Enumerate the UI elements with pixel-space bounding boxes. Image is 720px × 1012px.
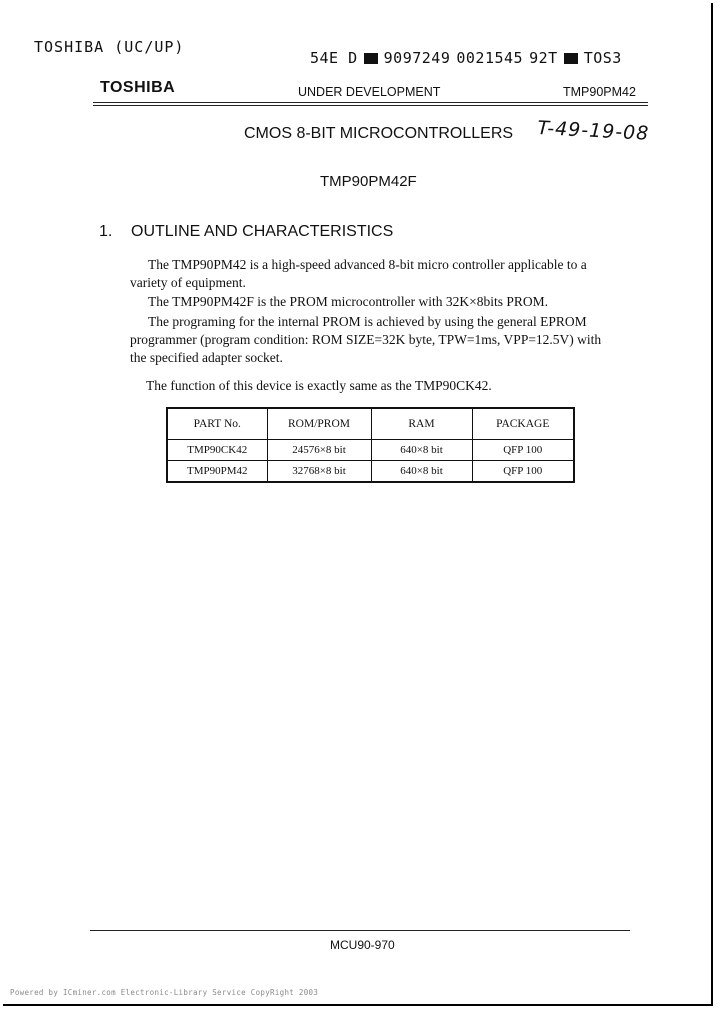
redaction-block-1 bbox=[364, 53, 378, 64]
paragraph-line: the specified adapter socket. bbox=[130, 350, 283, 365]
paragraph-overview bbox=[130, 256, 642, 292]
table-header-cell: PACKAGE bbox=[472, 408, 574, 440]
paragraph-line: variety of equipment. bbox=[130, 275, 246, 290]
header-rule-top bbox=[93, 102, 648, 103]
paragraph-equivalence bbox=[146, 377, 492, 395]
page-border bbox=[3, 3, 713, 1006]
footer-rule bbox=[90, 930, 630, 931]
table-header-row bbox=[167, 408, 574, 440]
paragraph-line: The TMP90PM42 is a high-speed advanced 8-bit micro controller applicable to a bbox=[148, 257, 587, 272]
table-cell: TMP90CK42 bbox=[167, 440, 267, 461]
stamp-code-3: 92T bbox=[529, 49, 558, 67]
catalog-code-stamp bbox=[310, 49, 622, 67]
paragraph-prom bbox=[130, 293, 642, 311]
footer-page-code: MCU90-970 bbox=[330, 938, 395, 952]
paragraph-line: The programing for the internal PROM is achieved by using the general EPROM bbox=[148, 314, 587, 329]
header-status: UNDER DEVELOPMENT bbox=[298, 85, 441, 99]
table-cell: TMP90PM42 bbox=[167, 461, 267, 483]
section-title: OUTLINE AND CHARACTERISTICS bbox=[131, 223, 394, 240]
table-cell: QFP 100 bbox=[472, 461, 574, 483]
paragraph-line: programmer (program condition: ROM SIZE=32K byte, TPW=1ms, VPP=12.5V) with bbox=[130, 332, 602, 347]
section-number: 1. bbox=[99, 223, 113, 240]
stamp-code-2: 0021545 bbox=[456, 49, 524, 67]
table-cell: 24576×8 bit bbox=[267, 440, 371, 461]
document-part-number: TMP90PM42F bbox=[320, 173, 417, 190]
handwritten-note: T-49-19-08 bbox=[536, 117, 650, 145]
archive-stamp: TOSHIBA (UC/UP) bbox=[34, 38, 185, 56]
table-cell: 640×8 bit bbox=[371, 461, 472, 483]
table-row bbox=[167, 440, 574, 461]
header-rule-bottom bbox=[93, 105, 648, 106]
table-cell: 640×8 bit bbox=[371, 440, 472, 461]
stamp-code-54e: 54E D bbox=[310, 49, 358, 67]
stamp-code-4: TOS3 bbox=[583, 49, 622, 67]
table-header-cell: RAM bbox=[371, 408, 472, 440]
table-cell: 32768×8 bit bbox=[267, 461, 371, 483]
stamp-code-1: 9097249 bbox=[383, 49, 451, 67]
table-header-cell: ROM/PROM bbox=[267, 408, 371, 440]
redaction-block-2 bbox=[564, 53, 578, 64]
spec-table bbox=[166, 407, 575, 483]
table-header-cell: PART No. bbox=[167, 408, 267, 440]
header-brand: TOSHIBA bbox=[100, 79, 176, 96]
paragraph-line: The TMP90PM42F is the PROM microcontroller with 32K×8bits PROM. bbox=[148, 294, 549, 309]
paragraph-programming bbox=[130, 313, 642, 367]
table-row bbox=[167, 461, 574, 483]
document-title: CMOS 8-BIT MICROCONTROLLERS bbox=[244, 125, 514, 142]
footer-credit: Powered by ICminer.com Electronic-Library Service CopyRight 2003 bbox=[10, 988, 319, 997]
table-cell: QFP 100 bbox=[472, 440, 574, 461]
paragraph-line: The function of this device is exactly same as the TMP90CK42. bbox=[146, 378, 492, 393]
header-part-number: TMP90PM42 bbox=[563, 85, 636, 99]
